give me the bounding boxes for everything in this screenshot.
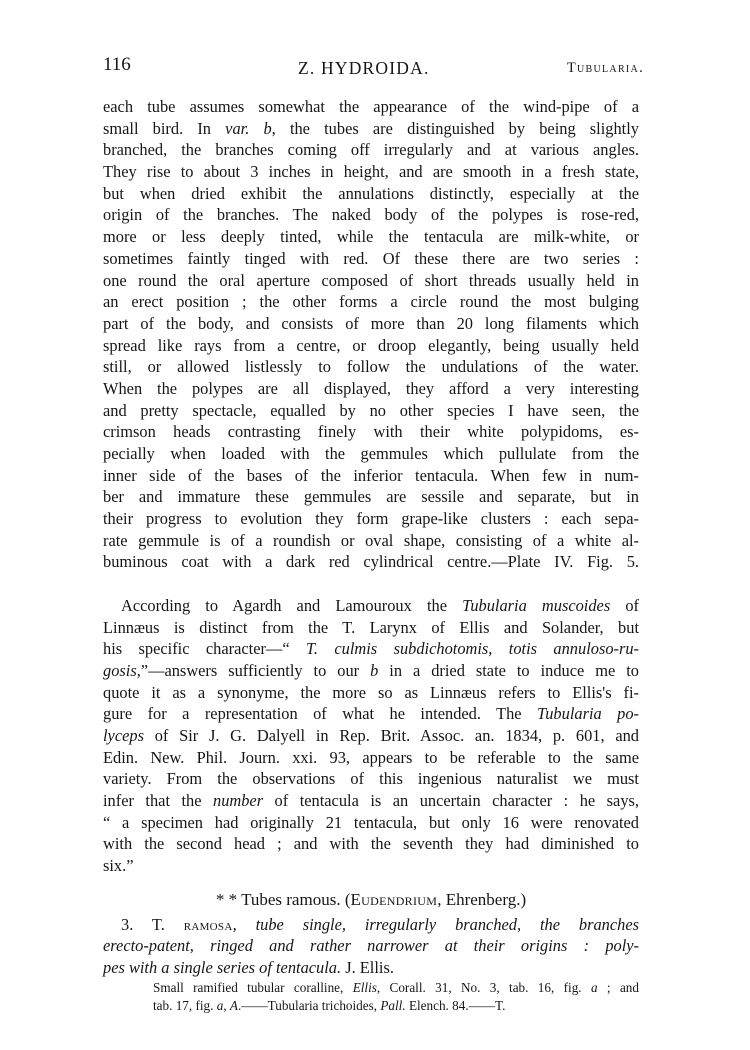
text-line: six.” [103, 856, 134, 876]
text-line: inner side of the bases of the inferior tentacula. When few in num- [103, 465, 639, 485]
text-line: ber and immature these gemmules are sessile and separate, but in [103, 487, 639, 507]
section-title: Tubularia. [566, 60, 644, 76]
text-line: small bird. In var. b, the tubes are distinguished by being slightly [103, 118, 639, 138]
text-line: Edin. New. Phil. Journ. xxi. 93, appears to be referable to the same [103, 747, 639, 767]
text-line: gosis,”—answers sufficiently to our b in a dried state to induce me to [103, 660, 639, 680]
text-line: their progress to evolution they form grape-like clusters : each sepa- [103, 509, 639, 529]
species-entry [103, 914, 639, 979]
text-line: sometimes faintly tinged with red. Of these there are two series : [103, 248, 639, 268]
text-line: branched, the branches coming off irregularly and at various angles. [103, 140, 639, 160]
text-line: spread like rays from a centre, or droop elegantly, being usually held [103, 335, 639, 355]
text-line: They rise to about 3 inches in height, and are smooth in a fresh state, [103, 162, 639, 182]
text-line: but when dried exhibit the annulations distinctly, especially at the [103, 183, 639, 203]
text-line: crimson heads contrasting finely with their white polypidoms, es- [103, 422, 639, 442]
page-number: 116 [103, 54, 131, 75]
text-line: lyceps of Sir J. G. Dalyell in Rep. Brit. Assoc. an. 1834, p. 601, and [103, 725, 639, 745]
text-line: more or less deeply tinted, while the tentacula are milk-white, or [103, 227, 639, 247]
text-line: According to Agardh and Lamouroux the Tubularia muscoides of [121, 595, 639, 615]
text-line: infer that the number of tentacula is an uncertain character : he says, [103, 791, 639, 810]
text-line: quote it as a synonyme, the more so as Linnæus refers to Ellis's fi- [103, 682, 639, 702]
text-line: still, or allowed listlessly to follow the undulations of the water. [103, 357, 639, 377]
body-text [103, 96, 639, 1015]
text-line [103, 573, 639, 595]
text-line: pes with a single series of tentacula. J. Ellis. [103, 958, 394, 978]
reference-line: tab. 17, fig. a, A.——Tubularia trichoides, Pall. Elench. 84.——T. [153, 997, 506, 1013]
text-line: gure for a representation of what he intended. The Tubularia po- [103, 704, 639, 724]
running-header [0, 54, 750, 84]
text-line: an erect position ; the other forms a circle round the most bulging [103, 292, 639, 312]
text-line: 3. T. ramosa, tube single, irregularly branched, the branches [121, 914, 639, 934]
text-line: each tube assumes somewhat the appearance of the wind-pipe of a [103, 97, 639, 116]
text-line: pecially when loaded with the gemmules which pullulate from the [103, 444, 639, 463]
reference-line: Small ramified tubular coralline, Ellis, Corall. 31, No. 3, tab. 16, fig. a ; and [153, 979, 639, 995]
text-line: When the polypes are all displayed, they afford a very interesting [103, 378, 639, 398]
text-line: with the second head ; and with the seventh they had diminished to [103, 834, 639, 854]
text-line: his specific character—“ T. culmis subdichotomis, totis annuloso-ru- [103, 639, 640, 659]
text-line: and pretty spectacle, equalled by no other species I have seen, the [103, 400, 639, 420]
paragraph-2 [103, 595, 639, 877]
text-line: “ a specimen had originally 21 tentacula, but only 16 were renovated [103, 812, 639, 832]
chapter-title: Z. HYDROIDA. [298, 58, 430, 78]
text-line: Linnæus is distinct from the T. Larynx of Ellis and Solander, but [103, 617, 639, 637]
synonymy [103, 979, 639, 1015]
text-line: one round the oral aperture composed of short threads usually held in [103, 270, 639, 290]
text-line: part of the body, and consists of more than 20 long filaments which [103, 313, 639, 333]
text-line: buminous coat with a dark red cylindrical centre.—Plate IV. Fig. 5. [103, 552, 639, 572]
text-line: variety. From the observations of this ingenious naturalist we must [103, 769, 639, 789]
text-line: rate gemmule is of a roundish or oval shape, consisting of a white al- [103, 530, 639, 550]
text-line: origin of the branches. The naked body of the polypes is rose-red, [103, 205, 639, 225]
section-heading: * * Tubes ramous. (Eudendrium, Ehrenberg.) [215, 889, 527, 909]
text-line: erecto-patent, ringed and rather narrower at their origins : poly- [103, 936, 639, 956]
paragraph-1 [103, 96, 639, 595]
